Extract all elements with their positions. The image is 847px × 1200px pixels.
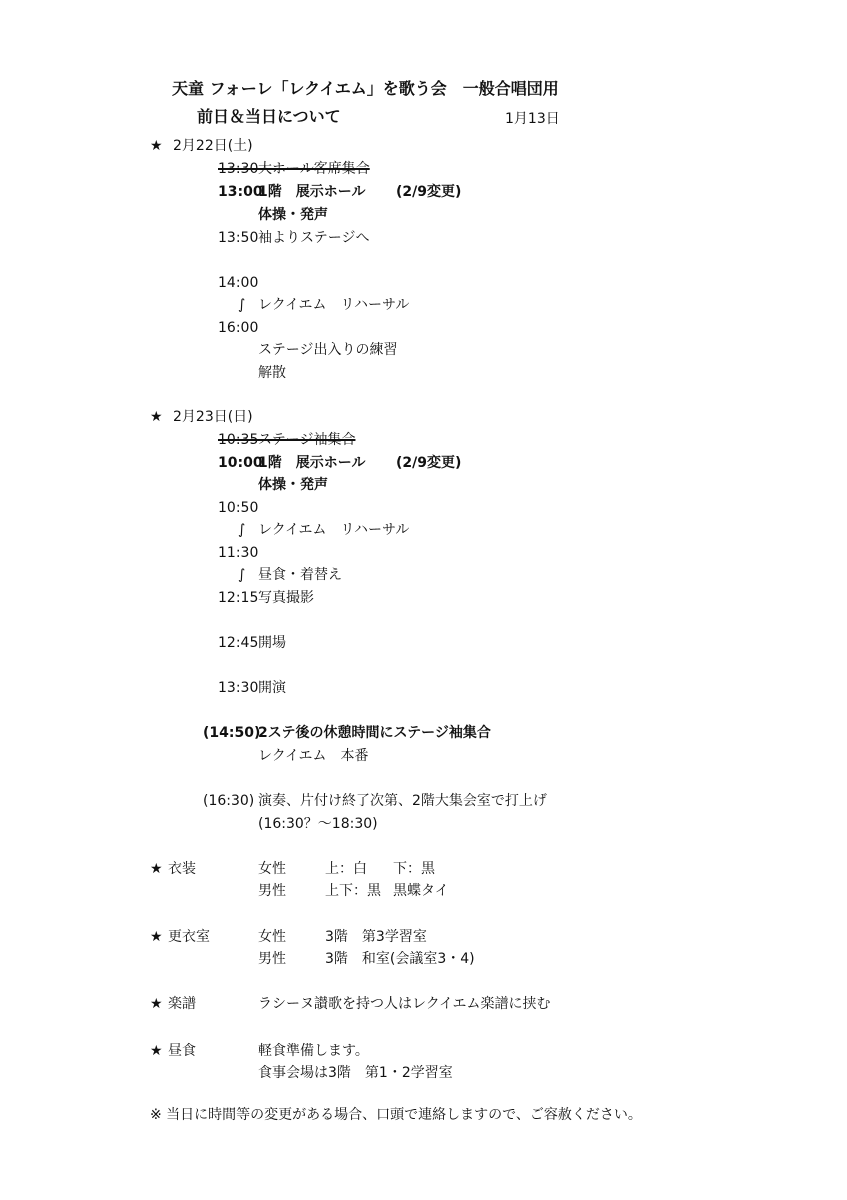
day1-time-4: 16:00 [218, 320, 259, 336]
day1-item-1: 1階 展示ホール [258, 184, 366, 200]
lunch-label: 昼食 [168, 1043, 196, 1059]
dressing-female: 女性 [258, 929, 286, 945]
star-icon: ★ [150, 861, 163, 877]
costume-male-tie: 黒蝶タイ [393, 883, 449, 899]
day2-time-2: 10:50 [218, 500, 259, 516]
day2-cancelled-time: 10:35 [218, 432, 259, 448]
day2-item-1: 1階 展示ホール [258, 455, 366, 471]
tilde-icon: ∫ [238, 522, 246, 538]
score-text: ラシーヌ讃歌を持つ人はレクイエム楽譜に挟む [258, 996, 551, 1012]
day2-item-1-note: (2/9変更) [396, 455, 462, 471]
costume-female-top: 上：白 [325, 861, 367, 877]
star-icon: ★ [150, 996, 163, 1012]
day2-header: 2月23日(日) [173, 409, 253, 425]
score-label: 楽譜 [168, 996, 196, 1012]
document-date: 1月13日 [505, 111, 560, 127]
day2-item-2: 体操・発声 [258, 477, 328, 493]
costume-female-bottom: 下：黒 [393, 861, 435, 877]
costume-female: 女性 [258, 861, 286, 877]
costume-male-value: 上下：黒 [325, 883, 381, 899]
document-title: 天童 フォーレ「レクイエム」を歌う会 一般合唱団用 [172, 79, 559, 98]
lunch-text-1: 軽食準備します。 [258, 1043, 369, 1059]
day2-time-5: 12:45 [218, 635, 259, 651]
day2-time-1: 10:00 [218, 455, 263, 471]
day2-item-10: 演奏、片付け終了次第、2階大集会室で打上げ [258, 793, 547, 809]
star-icon: ★ [150, 929, 163, 945]
day1-item-6: 解散 [258, 365, 286, 381]
day2-item-11: (16:30？～18:30) [258, 816, 378, 832]
day2-time-4: 12:15 [218, 590, 259, 606]
day1-header: 2月22日(土) [173, 138, 253, 154]
footer-note: ※ 当日に時間等の変更がある場合、口頭で連絡しますので、ご容赦ください。 [150, 1107, 642, 1123]
day2-time-7: (14:50) [203, 725, 261, 741]
day2-time-3: 11:30 [218, 545, 259, 561]
document-subtitle: 前日＆当日について [197, 107, 341, 126]
star-icon: ★ [150, 138, 163, 154]
tilde-icon: ∫ [238, 567, 246, 583]
day2-item-5: 写真撮影 [258, 590, 314, 606]
day2-item-4: 昼食・着替え [258, 567, 342, 583]
day1-item-1-note: (2/9変更) [396, 184, 462, 200]
dressing-male-value: 3階 和室(会議室3・4) [325, 951, 475, 967]
day2-item-3: レクイエム リハーサル [258, 522, 410, 538]
lunch-text-2: 食事会場は3階 第1・2学習室 [258, 1065, 453, 1081]
costume-label: 衣装 [168, 861, 196, 877]
day2-item-8: 2ステ後の休憩時間にステージ袖集合 [258, 725, 491, 741]
day2-item-9: レクイエム 本番 [258, 748, 369, 764]
day1-time-3: 14:00 [218, 275, 259, 291]
day1-time-1: 13:00 [218, 184, 263, 200]
star-icon: ★ [150, 1043, 163, 1059]
day1-cancelled-item: 大ホール客席集合 [258, 161, 370, 177]
dressing-label: 更衣室 [168, 929, 210, 945]
day2-item-7: 開演 [258, 680, 286, 696]
day2-time-8: (16:30) [203, 793, 255, 809]
day2-item-6: 開場 [258, 635, 286, 651]
day1-time-2: 13:50 [218, 230, 259, 246]
star-icon: ★ [150, 409, 163, 425]
day1-item-3: 袖よりステージへ [258, 230, 370, 246]
day2-time-6: 13:30 [218, 680, 259, 696]
tilde-icon: ∫ [238, 297, 246, 313]
day2-cancelled-item: ステージ袖集合 [258, 432, 356, 448]
dressing-male: 男性 [258, 951, 286, 967]
day1-item-2: 体操・発声 [258, 207, 328, 223]
day1-cancelled-time: 13:30 [218, 161, 259, 177]
day1-item-5: ステージ出入りの練習 [258, 342, 398, 358]
dressing-female-value: 3階 第3学習室 [325, 929, 427, 945]
costume-male: 男性 [258, 883, 286, 899]
day1-item-4: レクイエム リハーサル [258, 297, 410, 313]
